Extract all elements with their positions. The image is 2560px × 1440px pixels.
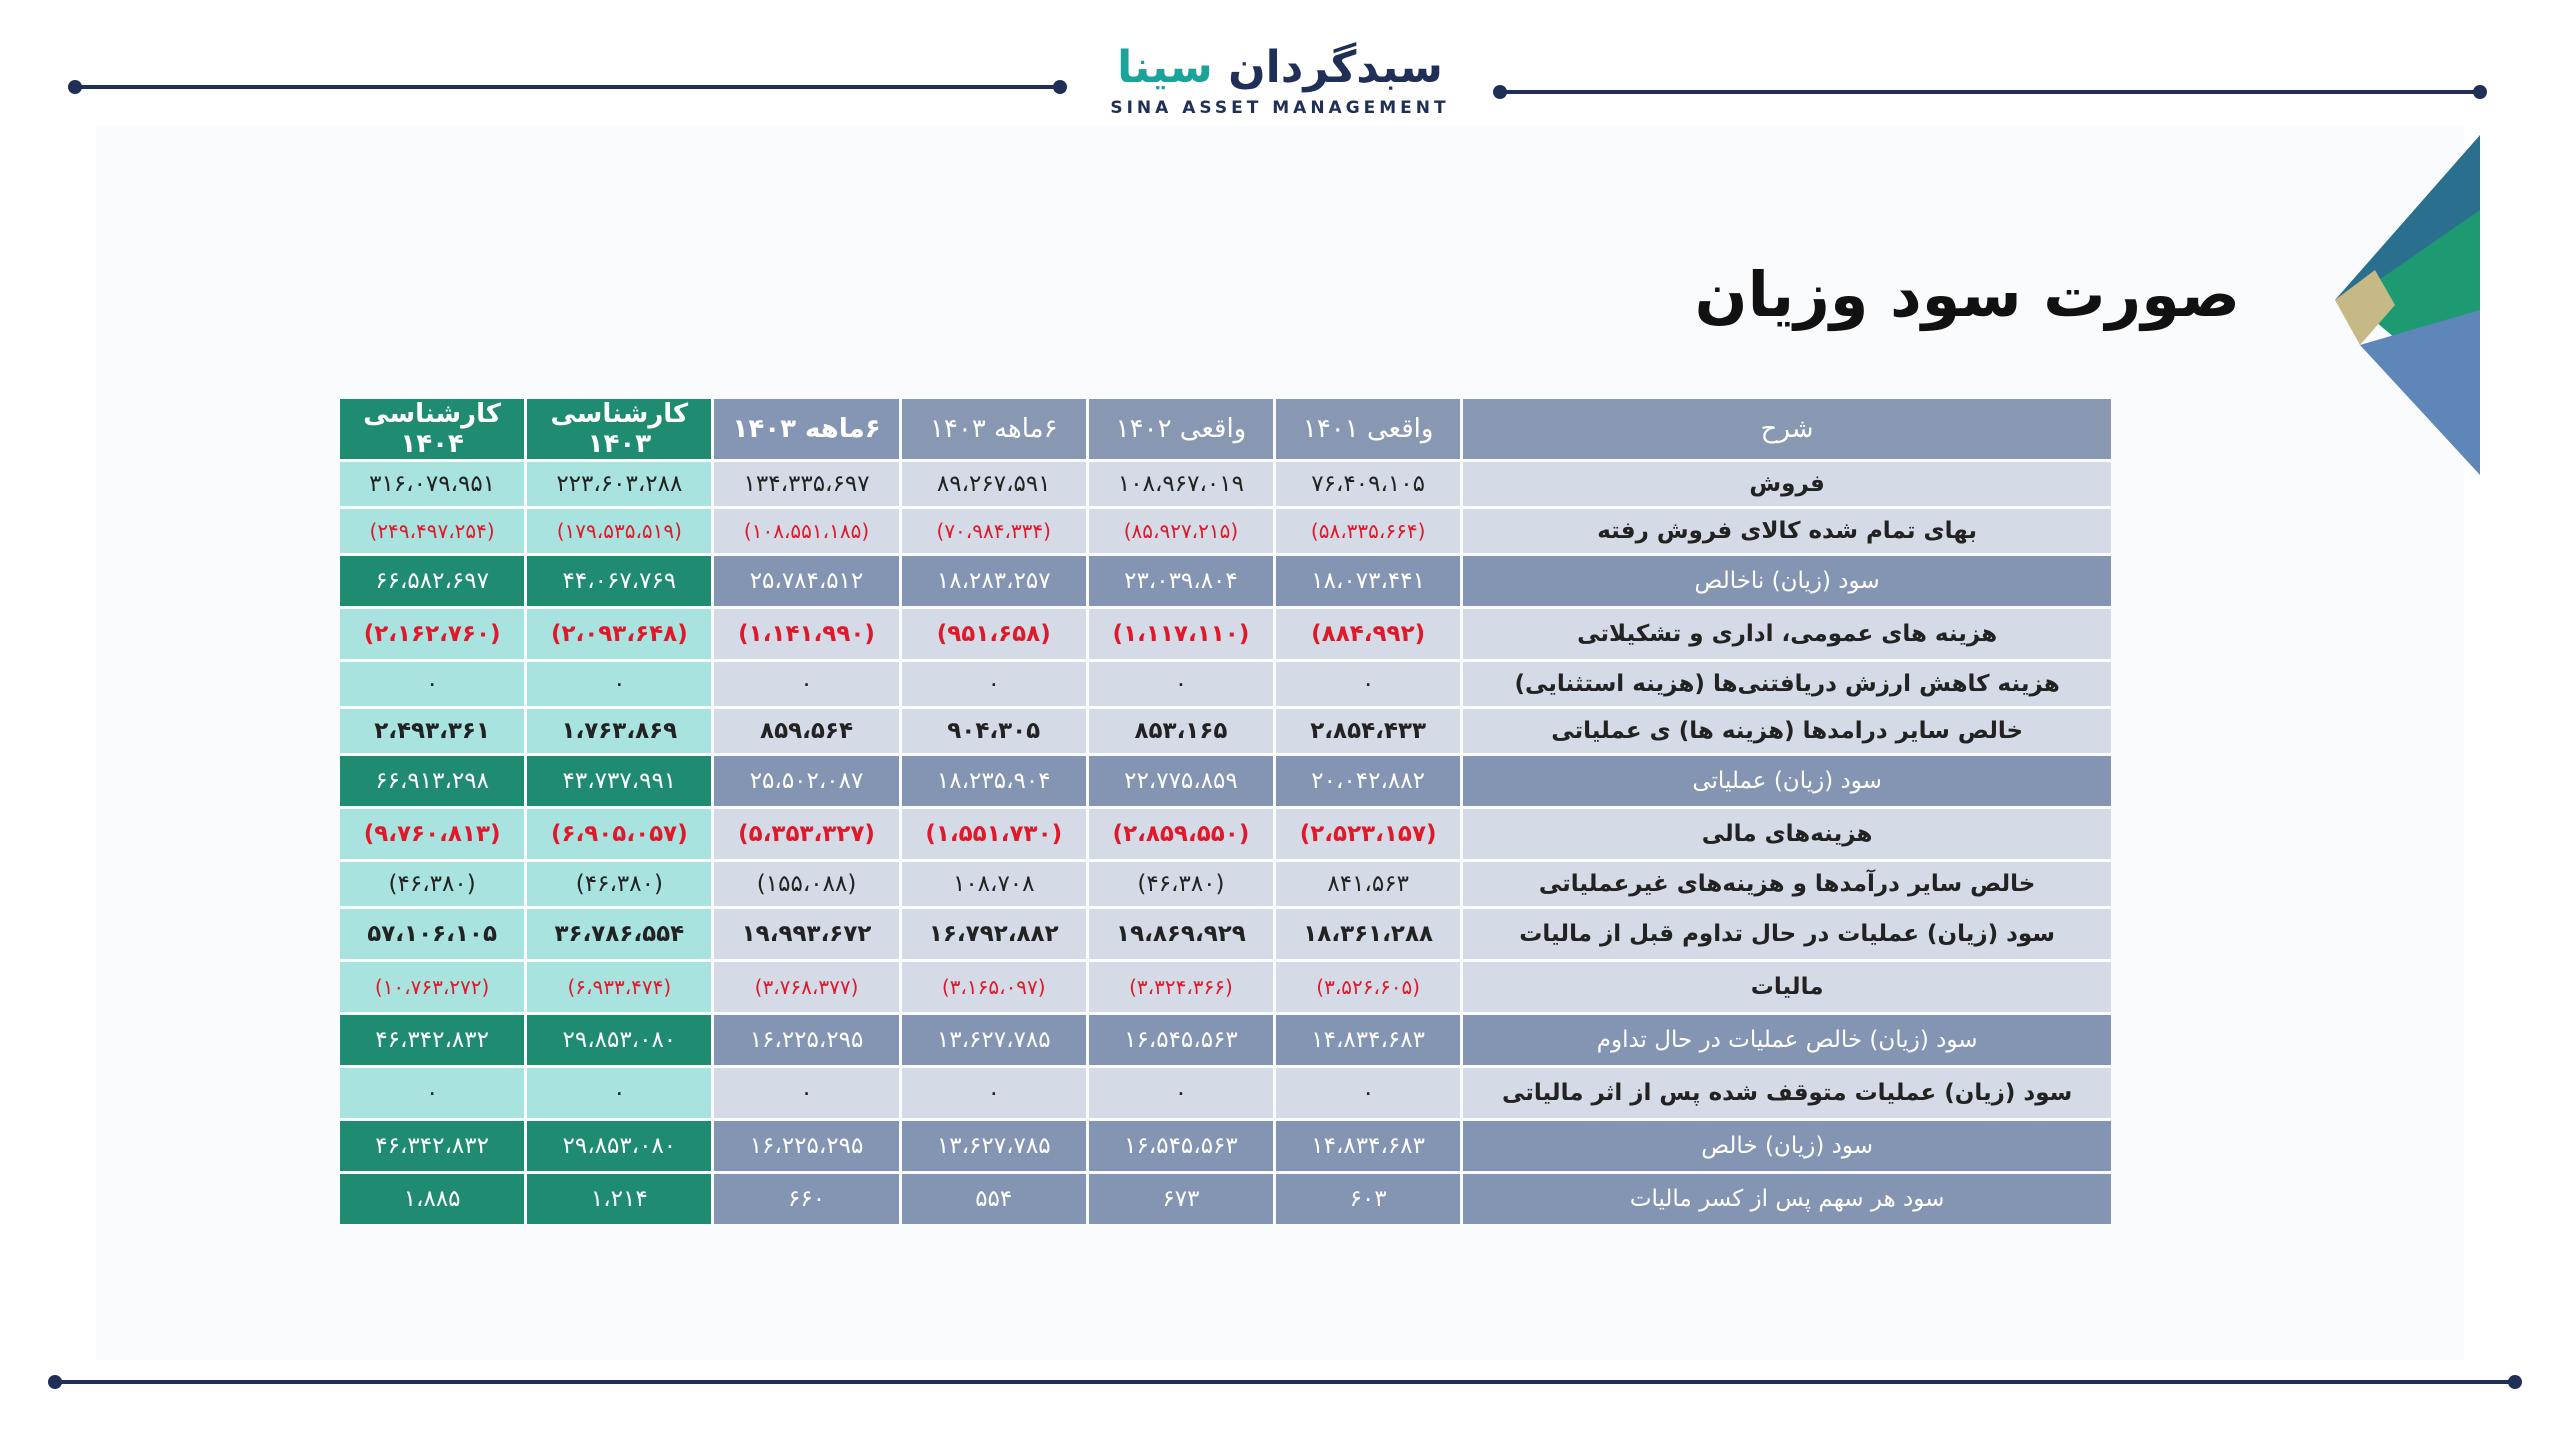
table-row [340,1068,2111,1118]
table-row-subtotal [340,1174,2111,1224]
cell-value: ۲۰،۰۴۲،۸۸۲ [1276,756,1460,806]
cell-value: ۲،۸۵۴،۴۳۳ [1276,709,1460,753]
cell-value: ۰ [714,662,898,706]
cell-value: ۴۶،۳۴۲،۸۳۲ [340,1015,524,1065]
row-label: خالص سایر درآمدها و هزینه‌های غیرعملیاتی [1463,862,2111,906]
cell-value: ۱۹،۹۹۳،۶۷۲ [714,909,898,959]
row-label: هزینه های عمومی، اداری و تشکیلاتی [1463,609,2111,659]
table-row [340,909,2111,959]
cell-value: (۱،۵۵۱،۷۳۰) [902,809,1086,859]
divider-dot [68,80,82,94]
cell-value: ۹۰۴،۳۰۵ [902,709,1086,753]
divider-dot [2508,1375,2522,1389]
cell-value: ۰ [340,662,524,706]
cell-value: ۵۷،۱۰۶،۱۰۵ [340,909,524,959]
cell-value: ۰ [527,662,711,706]
cell-value: ۶۰۳ [1276,1174,1460,1224]
row-label: هزینه کاهش ارزش دریافتنی‌ها (هزینه استثنایی) [1463,662,2111,706]
cell-value: (۶،۹۳۳،۴۷۴) [527,962,711,1012]
cell-value: (۲،۰۹۳،۶۴۸) [527,609,711,659]
cell-value: (۶،۹۰۵،۰۵۷) [527,809,711,859]
cell-value: ۶۶،۵۸۲،۶۹۷ [340,556,524,606]
header-divider-left [75,85,1060,89]
row-label: مالیات [1463,962,2111,1012]
cell-value: ۲،۴۹۳،۳۶۱ [340,709,524,753]
cell-value: ۰ [714,1068,898,1118]
cell-value: (۲۴۹،۴۹۷،۲۵۴) [340,509,524,553]
cell-value: ۶۶،۹۱۳،۲۹۸ [340,756,524,806]
table-header-row [340,399,2111,459]
cell-value: ۲۳،۰۳۹،۸۰۴ [1089,556,1273,606]
cell-value: (۱،۱۴۱،۹۹۰) [714,609,898,659]
cell-value: (۵۸،۳۳۵،۶۶۴) [1276,509,1460,553]
cell-value: (۲،۱۶۲،۷۶۰) [340,609,524,659]
table-row-subtotal [340,1121,2111,1171]
cell-value: ۲۲،۷۷۵،۸۵۹ [1089,756,1273,806]
cell-value: ۱۶،۵۴۵،۵۶۳ [1089,1121,1273,1171]
col-header-forecast-1404: کارشناسی ۱۴۰۴ [340,399,524,459]
cell-value: ۱۶،۷۹۲،۸۸۲ [902,909,1086,959]
col-header-forecast-1403: کارشناسی ۱۴۰۳ [527,399,711,459]
cell-value: (۱،۱۱۷،۱۱۰) [1089,609,1273,659]
divider-dot [48,1375,62,1389]
cell-value: (۸۵،۹۲۷،۲۱۵) [1089,509,1273,553]
cell-value: (۸۸۴،۹۹۲) [1276,609,1460,659]
cell-value: (۷۰،۹۸۴،۳۳۴) [902,509,1086,553]
cell-value: ۴۳،۷۳۷،۹۹۱ [527,756,711,806]
cell-value: ۳۱۶،۰۷۹،۹۵۱ [340,462,524,506]
header-divider-right [1500,90,2480,94]
cell-value: ۱۸،۳۶۱،۲۸۸ [1276,909,1460,959]
table-row-subtotal [340,756,2111,806]
cell-value: (۳،۱۶۵،۰۹۷) [902,962,1086,1012]
cell-value: ۱،۲۱۴ [527,1174,711,1224]
divider-dot [1053,80,1067,94]
cell-value: ۱۴،۸۳۴،۶۸۳ [1276,1015,1460,1065]
cell-value: ۰ [527,1068,711,1118]
cell-value: (۱۰۸،۵۵۱،۱۸۵) [714,509,898,553]
cell-value: ۱۳،۶۲۷،۷۸۵ [902,1015,1086,1065]
row-label: خالص سایر درامدها (هزینه ها) ی عملیاتی [1463,709,2111,753]
cell-value: ۶۷۳ [1089,1174,1273,1224]
logo-persian [1095,40,1465,96]
table-row-subtotal [340,1015,2111,1065]
row-label: سود (زیان) ناخالص [1463,556,2111,606]
cell-value: ۱،۸۸۵ [340,1174,524,1224]
cell-value: (۳،۷۶۸،۳۷۷) [714,962,898,1012]
table-row [340,662,2111,706]
cell-value: (۴۶،۳۸۰) [340,862,524,906]
cell-value: ۵۵۴ [902,1174,1086,1224]
cell-value: ۴۴،۰۶۷،۷۶۹ [527,556,711,606]
logo-persian-part2: سینا [1117,42,1213,93]
cell-value: ۱۰۸،۹۶۷،۰۱۹ [1089,462,1273,506]
cell-value: (۱۷۹،۵۳۵،۵۱۹) [527,509,711,553]
table-row [340,962,2111,1012]
cell-value: (۲،۵۲۳،۱۵۷) [1276,809,1460,859]
cell-value: ۱۳،۶۲۷،۷۸۵ [902,1121,1086,1171]
row-label: سود (زیان) خالص [1463,1121,2111,1171]
cell-value: ۱۳۴،۳۳۵،۶۹۷ [714,462,898,506]
cell-value: ۰ [1276,1068,1460,1118]
page-title: صورت سود وزیان [1694,258,2240,331]
table-row-subtotal [340,556,2111,606]
footer-divider [55,1380,2515,1384]
cell-value: ۱۶،۲۲۵،۲۹۵ [714,1015,898,1065]
cell-value: (۴۶،۳۸۰) [527,862,711,906]
cell-value: (۱۵۵،۰۸۸) [714,862,898,906]
cell-value: (۹۵۱،۶۵۸) [902,609,1086,659]
divider-dot [1493,85,1507,99]
col-header-description: شرح [1463,399,2111,459]
divider-dot [2473,85,2487,99]
company-logo [1095,40,1465,130]
cell-value: ۱۹،۸۶۹،۹۲۹ [1089,909,1273,959]
cell-value: ۱۸،۲۸۳،۲۵۷ [902,556,1086,606]
table-row [340,862,2111,906]
cell-value: (۱۰،۷۶۳،۲۷۲) [340,962,524,1012]
row-label: سود هر سهم پس از کسر مالیات [1463,1174,2111,1224]
cell-value: ۲۵،۵۰۲،۰۸۷ [714,756,898,806]
cell-value: (۹،۷۶۰،۸۱۳) [340,809,524,859]
table-row [340,509,2111,553]
deco-triangle-blue [2360,310,2480,475]
cell-value: ۶۶۰ [714,1174,898,1224]
row-label: سود (زیان) عملیاتی [1463,756,2111,806]
row-label: هزینه‌های مالی [1463,809,2111,859]
cell-value: (۳،۳۲۴،۳۶۶) [1089,962,1273,1012]
cell-value: ۲۵،۷۸۴،۵۱۲ [714,556,898,606]
decorative-triangles [2290,130,2490,480]
row-label: فروش [1463,462,2111,506]
cell-value: ۲۲۳،۶۰۳،۲۸۸ [527,462,711,506]
row-label: سود (زیان) عملیات در حال تداوم قبل از مالیات [1463,909,2111,959]
table-row [340,609,2111,659]
cell-value: ۱۶،۵۴۵،۵۶۳ [1089,1015,1273,1065]
cell-value: ۰ [1089,662,1273,706]
cell-value: ۴۶،۳۴۲،۸۳۲ [340,1121,524,1171]
cell-value: ۰ [340,1068,524,1118]
cell-value: ۱۴،۸۳۴،۶۸۳ [1276,1121,1460,1171]
cell-value: ۱۸،۰۷۳،۴۴۱ [1276,556,1460,606]
cell-value: ۸۵۳،۱۶۵ [1089,709,1273,753]
logo-persian-part1: سبدگردان [1228,42,1443,93]
col-header-actual-1401: واقعی ۱۴۰۱ [1276,399,1460,459]
col-header-6m-1403-a: ۶ماهه ۱۴۰۳ [902,399,1086,459]
row-label: سود (زیان) عملیات متوقف شده پس از اثر مالیاتی [1463,1068,2111,1118]
cell-value: ۲۹،۸۵۳،۰۸۰ [527,1015,711,1065]
col-header-actual-1402: واقعی ۱۴۰۲ [1089,399,1273,459]
cell-value: (۲،۸۵۹،۵۵۰) [1089,809,1273,859]
cell-value: ۰ [1276,662,1460,706]
cell-value: ۷۶،۴۰۹،۱۰۵ [1276,462,1460,506]
cell-value: ۱،۷۶۳،۸۶۹ [527,709,711,753]
cell-value: ۱۸،۲۳۵،۹۰۴ [902,756,1086,806]
cell-value: ۰ [1089,1068,1273,1118]
table-row [340,462,2111,506]
cell-value: ۸۴۱،۵۶۳ [1276,862,1460,906]
cell-value: (۵،۳۵۳،۳۲۷) [714,809,898,859]
table-row [340,709,2111,753]
row-label: سود (زیان) خالص عملیات در حال تداوم [1463,1015,2111,1065]
cell-value: ۸۵۹،۵۶۴ [714,709,898,753]
cell-value: ۲۹،۸۵۳،۰۸۰ [527,1121,711,1171]
cell-value: (۳،۵۲۶،۶۰۵) [1276,962,1460,1012]
logo-english: SINA ASSET MANAGEMENT [1110,98,1450,118]
cell-value: ۸۹،۲۶۷،۵۹۱ [902,462,1086,506]
row-label: بهای تمام شده کالای فروش رفته [1463,509,2111,553]
cell-value: ۱۰۸،۷۰۸ [902,862,1086,906]
cell-value: (۴۶،۳۸۰) [1089,862,1273,906]
cell-value: ۰ [902,662,1086,706]
table-row [340,809,2111,859]
income-statement-table [337,396,2114,1227]
cell-value: ۱۶،۲۲۵،۲۹۵ [714,1121,898,1171]
cell-value: ۰ [902,1068,1086,1118]
col-header-6m-1403-b: ۶ماهه ۱۴۰۳ [714,399,898,459]
cell-value: ۳۶،۷۸۶،۵۵۴ [527,909,711,959]
